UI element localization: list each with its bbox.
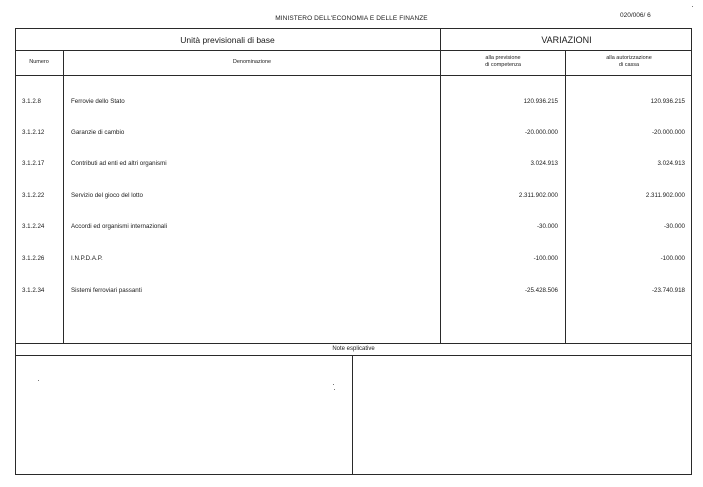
column-divider-numero [63, 50, 64, 343]
row-competenza: -100.000 [533, 255, 558, 262]
page-reference: 020/006/ 6 [620, 12, 651, 19]
column-header-competenza [441, 55, 565, 69]
column-header-cassa [566, 55, 692, 69]
row-cassa: 2.311.902.000 [645, 192, 685, 199]
column-header-cassa-line2: di cassa [618, 62, 640, 68]
row-cassa: -30.000 [664, 223, 685, 230]
scan-speck [38, 380, 39, 381]
row-numero: 3.1.2.8 [22, 98, 41, 105]
row-denominazione: Garanzie di cambio [71, 129, 125, 136]
row-denominazione: I.N.P.D.A.P. [71, 255, 103, 262]
column-header-cassa-line1: alla autorizzazione [606, 55, 652, 61]
group-header-variazioni: VARIAZIONI [541, 35, 592, 45]
row-competenza: -25.428.506 [524, 287, 558, 294]
row-denominazione: Ferrovie dello Stato [71, 98, 125, 105]
row-cassa: 3.024.913 [657, 160, 685, 167]
row-competenza: -20.000.000 [524, 129, 558, 136]
row-cassa: 120.936.215 [650, 98, 685, 105]
group-header-unita: Unità previsionali di base [180, 35, 275, 45]
row-denominazione: Sistemi ferroviari passanti [71, 287, 142, 294]
row-numero: 3.1.2.26 [22, 255, 45, 262]
row-cassa: -23.740.918 [651, 287, 685, 294]
row-competenza: -30.000 [537, 223, 558, 230]
row-numero: 3.1.2.17 [22, 160, 45, 167]
notes-title: Note esplicative [332, 346, 375, 352]
ministry-title: MINISTERO DELL'ECONOMIA E DELLE FINANZE [275, 15, 428, 22]
scan-speck [333, 384, 334, 385]
scan-speck [692, 6, 693, 7]
row-competenza: 120.936.215 [523, 98, 558, 105]
row-numero: 3.1.2.34 [22, 287, 45, 294]
row-cassa: -100.000 [660, 255, 685, 262]
row-numero: 3.1.2.12 [22, 129, 45, 136]
scan-speck [334, 389, 335, 390]
notes-divider-top [15, 343, 692, 344]
row-numero: 3.1.2.24 [22, 223, 45, 230]
budget-table-frame [15, 28, 692, 475]
row-cassa: -20.000.000 [651, 129, 685, 136]
header-divider-bottom [15, 75, 692, 76]
column-header-competenza-line2: di competenza [485, 62, 521, 68]
header-divider-top [15, 50, 692, 51]
row-denominazione: Servizio del gioco del lotto [71, 192, 143, 199]
notes-column-divider [352, 355, 353, 475]
notes-divider-bottom [15, 355, 692, 356]
row-competenza: 3.024.913 [530, 160, 558, 167]
column-divider-cassa [565, 50, 566, 343]
column-header-competenza-line1: alla previsione [485, 55, 521, 61]
column-header-denominazione: Denominazione [232, 59, 272, 65]
row-competenza: 2.311.902.000 [518, 192, 558, 199]
row-numero: 3.1.2.22 [22, 192, 45, 199]
column-divider-variazioni [440, 28, 441, 343]
column-header-numero: Numero [29, 59, 49, 65]
row-denominazione: Accordi ed organismi internazionali [71, 223, 167, 230]
row-denominazione: Contributi ad enti ed altri organismi [71, 160, 167, 167]
